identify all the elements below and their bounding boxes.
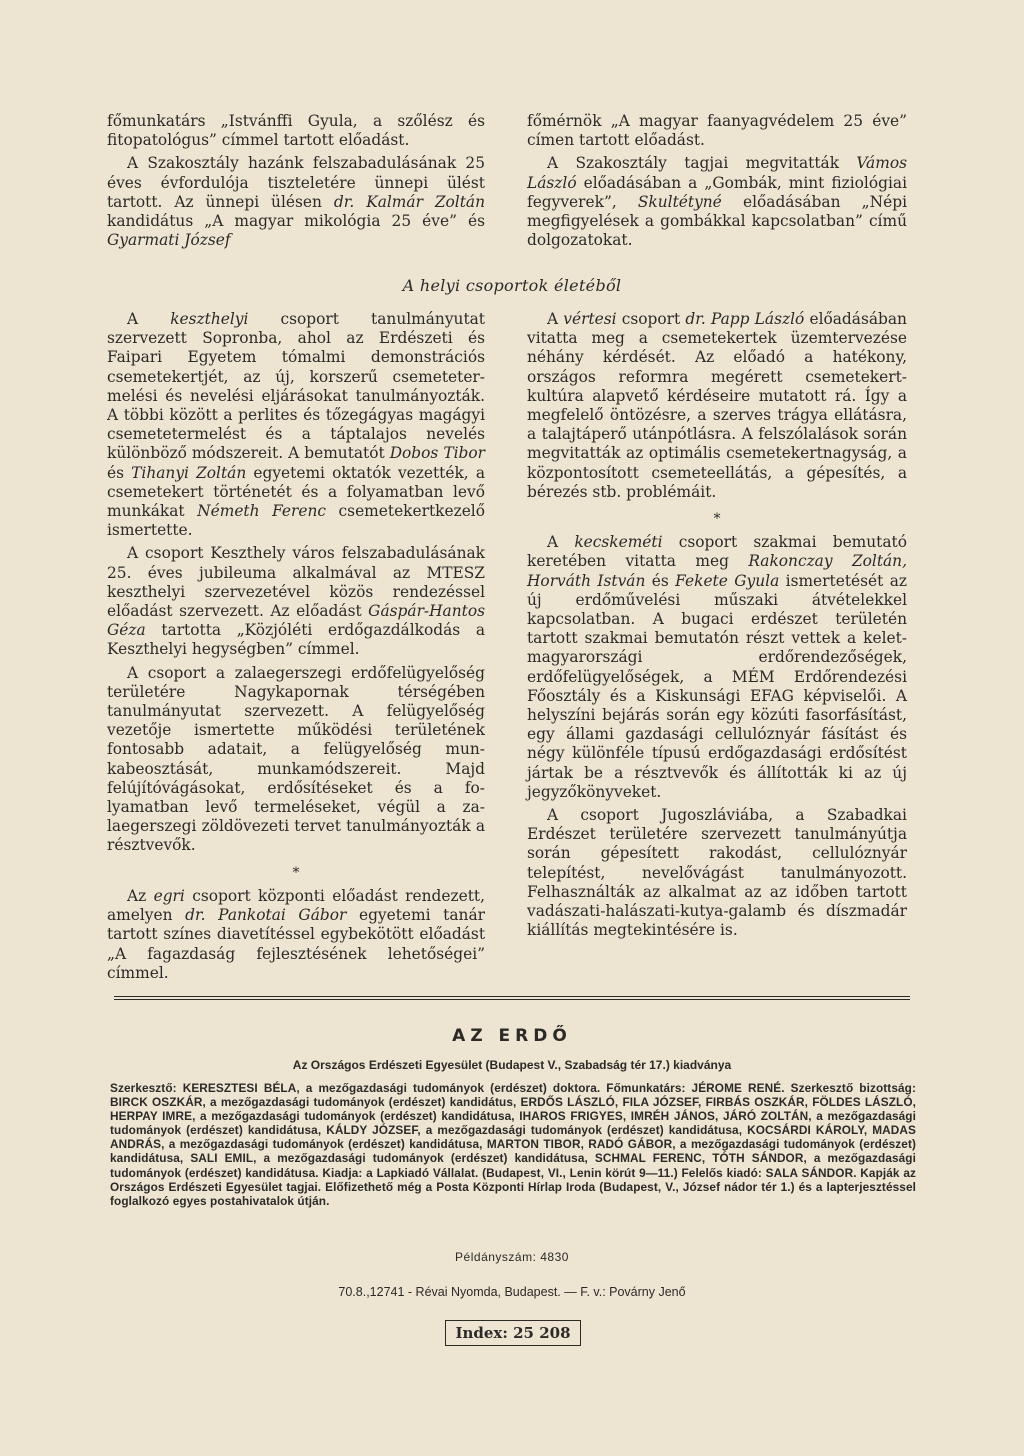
italic-name: Gyarmati József bbox=[107, 231, 231, 250]
italic-name: dr. Pankotai Gábor bbox=[185, 906, 347, 925]
italic-name: kecskeméti bbox=[574, 533, 663, 552]
section-separator-asterisk: * bbox=[713, 511, 721, 528]
text-run: és bbox=[645, 571, 676, 590]
text-run: A bbox=[547, 533, 575, 552]
text-run: A bbox=[127, 310, 171, 328]
italic-name: Skultétyné bbox=[637, 192, 722, 211]
italic-name: Fekete Gyula bbox=[675, 571, 780, 590]
italic-name: egri bbox=[153, 886, 185, 905]
text-run: A bbox=[547, 310, 564, 328]
column-top-right bbox=[527, 112, 907, 250]
editorial-credits: Szerkesztő: KERESZTESI BÉLA, a mezőgazdasági tudományok (erdészet) doktora. Főmunkatárs: JÉROME RENÉ. Szerkesztő bizottság: BIRCK OSZKÁR, a mezőgazdasági tudományok (erdészet) kandidátus, ERDŐS LÁSZLÓ, FILA JÓZSEF, FIRBÁS OSZKÁR, FÖLDES LÁSZLÓ, HERPAY IMRE, a mezőgazdasági tudományok (erdészet) kandidátusa, IHAROS FRIGYES, IMRÉH JÁNOS, JÁRÓ ZOLTÁN, a mezőgazdasági tudományok (erdészet) kandidátusa, KÁLDY JÓZSEF, a mezőgazdasági tudományok (erdészet) kandidátusa, KOCSÁRDI KÁROLY, MADAS ANDRÁS, a mezőgazdasági tudományok (erdészet) kandidátusa, MARTON TIBOR, RADÓ GÁBOR, a mezőgazdasági tudományok (erdészet) kandidátusa, SALI EMIL, a mezőgazdasági tudományok (erdészet) kandidátusa, SCHMAL FERENC, TÓTH SÁNDOR, a mezőgazdasági tudományok (erdészet) kandidátusa. Kiadja: a Lapkiadó Vállalat. (Budapest, VI., Lenin körút 9—11.) Felelős kiadó: SALA SÁNDOR. Kapják az Országos Erdészeti Egyesület tagjai. Előfizethető még a Posta Központi Hírlap Iroda (Budapest, V., József nádor tér 1.) és a lapterjesztéssel foglalkozó egyes postahivatalok útján. bbox=[110, 1081, 916, 1208]
text-run: előadásában „Népi megfigyelések a gombákkal kapcsolatban” című dolgozatokat. bbox=[527, 192, 907, 250]
double-rule-divider bbox=[114, 996, 910, 1000]
text-run: főmunkatárs „Istvánffi Gyula, a szőlész és fitopatológus” címmel tartott előadást. bbox=[107, 112, 485, 150]
column-top-left bbox=[107, 112, 485, 250]
italic-name: Tihanyi Zoltán bbox=[131, 463, 247, 482]
paragraph bbox=[527, 112, 907, 150]
section-separator-asterisk: * bbox=[292, 864, 300, 881]
text-run: A Szakosztály tagjai megvitatták bbox=[547, 154, 857, 173]
paragraph bbox=[527, 310, 907, 502]
text-run: ismertetését az új erdőművelési műszaki átvételekkel kapcsolatban. A bugaci erdészet területén tartott szakmai bemutatón részt vettek a kelet-magyarországi erdőrendezőségek, erdőfelügyelőségek, a MÉM Erdőrendezési Főosztály és a Kiskunsági EFAG képviselői. A helyszíni bejárás során egy közúti fasorfásítást, egy állami gazdasági cellulóznyár fásítást és négy különféle típusú erdőgazdasági erdősítést jártak be a résztvevők és állították ki az új jegyzőkönyveket. bbox=[527, 571, 907, 801]
text-run: előadásában a „Gombák, mint fiziológiai fegyverek”, bbox=[527, 173, 907, 211]
masthead-title: AZ ERDŐ bbox=[452, 1026, 572, 1046]
paragraph bbox=[107, 310, 485, 540]
text-run: A csoport a zalaegerszegi erdőfelügyelőség területére Nagykapornak térségében tanulmányutat szervezett. A felügyelőség vezetője ismertette működési területének fontosabb adatait, a felügyelőség munkabeosztását, munkamódszereit. Majd felújítóvágásokat, erdősítéseket és a folyamatban levő termeléseket, végül a zalaegerszegi zöldövezeti tervet tanulmányozták a résztvevők. bbox=[107, 663, 485, 855]
text-run: A csoport Keszthely város felszabadulásának 25. éves jubileuma alkalmával az MTESZ keszthelyi szervezetével közös rendezéssel előadást szervezett. Az előadást bbox=[107, 544, 485, 621]
printer-line: 70.8.,12741 - Révai Nyomda, Budapest. — F. v.: Povárny Jenő bbox=[338, 1285, 686, 1299]
text-run: tartotta „Közjóléti erdőgazdálkodás a Keszthelyi hegységben” címmel. bbox=[107, 621, 485, 659]
paragraph bbox=[527, 154, 907, 250]
paragraph bbox=[107, 664, 485, 856]
text-run: egyetemi oktatók vezették, a csemetekert történetét és a folyamatban levő munkákat bbox=[107, 463, 486, 521]
text-run: Az bbox=[127, 886, 154, 905]
text-run: egyetemi tanár tartott színes diavetítéssel egybekötött előadást „A fagazdaság fejlesztésének lehetőségei” címmel. bbox=[107, 906, 485, 982]
publisher-line: Az Országos Erdészeti Egyesület (Budapest V., Szabadság tér 17.) kiadványa bbox=[292, 1058, 732, 1072]
italic-name: dr. Papp László bbox=[685, 310, 805, 328]
text-run: előadásában vitatta meg a csemetekertek üzemtervezése néhány kérdését. Az előadó a hatékony, országos reformra megérett csemetekert-kultúra alapvető kérdéseire mutatott rá. Így a megfelelő öntözésre, a szerves trágya ellátásra, a talajtáperő utánpótlásra. A felszólalások során megvitatták az optimális csemetekertnagyság, a központosított csemeteellátás, a gépesítés, a bérezés stb. problémáit. bbox=[527, 310, 907, 501]
text-run: csoport központi előadást rendezett, amelyen bbox=[107, 886, 485, 925]
italic-name: Rakonczay Zoltán, Horváth István bbox=[527, 552, 907, 590]
italic-name: vértesi bbox=[563, 310, 617, 328]
column-bottom-left bbox=[107, 310, 485, 983]
paragraph bbox=[107, 887, 485, 983]
italic-name: Gáspár-Hantos Géza bbox=[107, 602, 485, 640]
text-run: A csoport Jugoszláviába, a Szabadkai Erdészet területére szervezett tanulmányútja során gépesített rakodást, cellulóznyár telepítést, nevelővágást tanulmányozott. Felhasználták az alkalmat az az időben tartott vadászati-halászati-kutya-galamb és díszmadár kiállítás megtekintésére is. bbox=[527, 806, 907, 940]
paragraph bbox=[107, 544, 485, 659]
text-run: és bbox=[107, 463, 132, 482]
print-run: Példányszám: 4830 bbox=[455, 1250, 569, 1264]
paragraph bbox=[107, 112, 485, 150]
text-run: főmérnök „A magyar faanyagvédelem 25 éve” címen tartott előadást. bbox=[527, 112, 907, 150]
italic-name: keszthelyi bbox=[170, 310, 249, 328]
italic-name: dr. Kalmár Zoltán bbox=[333, 192, 486, 211]
paragraph bbox=[527, 806, 907, 940]
paragraph bbox=[107, 154, 485, 250]
column-bottom-right bbox=[527, 310, 907, 941]
text-run: csoport tanulmányutat szervezett Sopronba, ahol az Erdészeti és Faipari Egyetem tómalmi demonstrációs csemetekertjét, az új, korszerű csemetetermelési és nevelési eljárásokat tanulmányozták. A többi között a perlites és tőzegágyas magágyi csemetetermelést és a táptalajos nevelés különböző módszereit. A bemutatót bbox=[107, 310, 485, 463]
italic-name: Németh Ferenc bbox=[197, 502, 327, 521]
text-run: csemetekertkezelő ismertette. bbox=[107, 502, 485, 540]
italic-name: Dobos Tibor bbox=[389, 444, 485, 463]
section-heading: A helyi csoportok életéből bbox=[402, 276, 622, 295]
italic-name: Vámos László bbox=[527, 154, 907, 192]
text-run: kandidátus „A magyar mikológia 25 éve” és bbox=[107, 212, 485, 231]
paragraph bbox=[527, 533, 907, 802]
text-run: csoport szakmai bemutató keretében vitatta meg bbox=[527, 533, 907, 571]
index-number-box: Index: 25 208 bbox=[445, 1320, 581, 1346]
text-run: A Szakosztály hazánk felszabadulásának 25 éves évfordulója tiszteletére ünnepi ülést tartott. Az ünnepi ülésen bbox=[107, 154, 485, 211]
text-run: csoport bbox=[616, 310, 686, 328]
